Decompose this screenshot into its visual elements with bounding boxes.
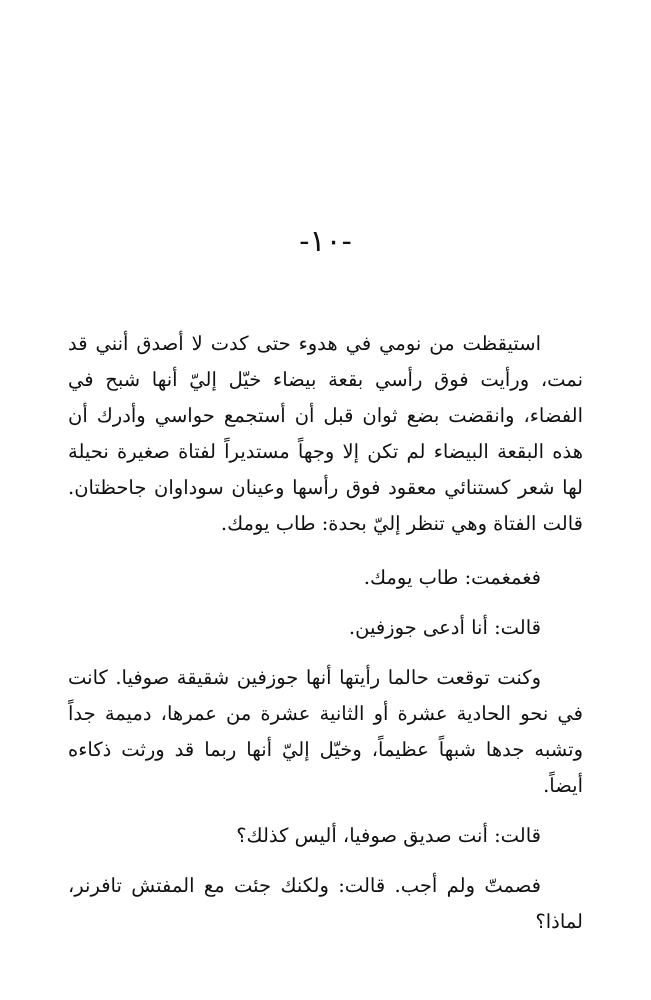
paragraph-inspector: فصمتّ ولم أجب. قالت: ولكنك جئت مع المفتش تافرنر، لماذا؟ xyxy=(68,874,583,933)
paragraph-mumbled-reply: فغمغمت: طاب يومك. xyxy=(363,566,541,589)
chapter-number: -١٠- xyxy=(299,224,352,259)
paragraph-description: وكنت توقعت حالما رأيتها أنها جوزفين شقيقة صوفيا. كانت في نحو الحادية عشرة أو الثانية عشرة من عمرها، دميمة جداً وتشبه جدها شبهاً عظيماً، وخيّل إليّ أنها ربما قد ورثت ذكاءه أيضاً. xyxy=(68,666,583,797)
paragraph-question: قالت: أنت صديق صوفيا، أليس كذلك؟ xyxy=(236,824,541,847)
paragraph-josephine-intro: قالت: أنا أدعى جوزفين. xyxy=(348,616,541,639)
page-body xyxy=(68,326,583,954)
paragraph-awakening: استيقظت من نومي في هدوء حتى كدت لا أصدق أنني قد نمت، ورأيت فوق رأسي بقعة بيضاء خيّل إليّ أنها شبح في الفضاء، وانقضت بضع ثوان قبل أن أستجمع حواسي وأدرك أن هذه البقعة البيضاء لم تكن إلا وجهاً مستديراً لفتاة صغيرة نحيلة لها شعر كستنائي معقود فوق رأسها وعينان سوداوان جاحظتان. قالت الفتاة وهي تنظر إليّ بحدة: طاب يومك. xyxy=(68,332,584,535)
